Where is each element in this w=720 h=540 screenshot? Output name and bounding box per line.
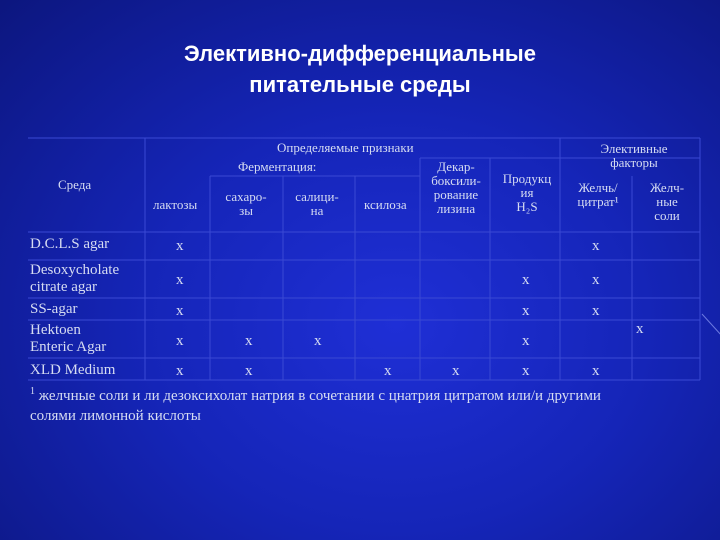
header-bile-salts: Желч- ные соли — [649, 180, 685, 223]
mark-sucrose: x — [245, 333, 253, 349]
mark-xylose: x — [384, 363, 392, 379]
header-fermentation: Ферментация: — [238, 159, 317, 174]
slide-title-line-2: питательные среды — [249, 72, 471, 97]
row-label-dcls-agar: D.C.L.S agar — [30, 236, 110, 252]
header-salicin: салици- на — [295, 189, 339, 218]
mark-h2s: x — [522, 272, 530, 288]
header-detected-traits: Определяемые признаки — [277, 140, 414, 155]
mark-bile-citrate: x — [592, 272, 600, 288]
header-lysine-decarboxylation: Декар- боксили- рование лизина — [431, 159, 481, 216]
mark-lactose: x — [176, 238, 184, 254]
decorative-line — [700, 312, 720, 338]
mark-lactose: x — [176, 333, 184, 349]
header-h2s-production: Продукц ия H₂S — [502, 171, 552, 214]
header-elective-factors: Элективные факторы — [600, 141, 668, 170]
header-sucrose: сахаро- зы — [225, 189, 267, 218]
row-label-hektoen-enteric-agar: Hektoen Enteric Agar — [30, 322, 107, 355]
mark-bile-citrate: x — [592, 238, 600, 254]
header-medium: Среда — [58, 177, 92, 192]
mark-salicin: x — [314, 333, 322, 349]
slide-title — [0, 38, 720, 100]
mark-lactose: x — [176, 303, 184, 319]
header-lactose: лактозы — [153, 197, 198, 212]
header-xylose: ксилоза — [364, 197, 407, 212]
row-label-ss-agar: SS-agar — [30, 301, 78, 317]
row-label-desoxycholate-citrate-agar: Desoxycholate citrate agar — [30, 262, 120, 295]
footnote — [30, 382, 700, 426]
slide-title-line-1: Элективно-дифференциальные — [184, 41, 536, 66]
mark-sucrose: x — [245, 363, 253, 379]
mark-bile-citrate: x — [592, 303, 600, 319]
mark-lactose: x — [176, 272, 184, 288]
mark-h2s: x — [522, 333, 530, 349]
mark-h2s: x — [522, 303, 530, 319]
footnote-line-1: $^1$ желчные соли и ли дезоксихолат натрия в сочетании с цнатрия цитратом или/и другими — [30, 386, 601, 404]
mark-bile-salts: x — [636, 321, 644, 337]
mark-h2s: x — [522, 363, 530, 379]
footnote-marker: 1 — [30, 386, 35, 397]
row-label-xld-medium: XLD Medium — [30, 362, 116, 378]
footnote-line-2: солями лимонной кислоты — [30, 408, 201, 424]
mark-lysine-decarboxylation: x — [452, 363, 460, 379]
mark-bile-citrate: x — [592, 363, 600, 379]
mark-lactose: x — [176, 363, 184, 379]
header-bile-citrate: Желчь/ цитрат¹ — [577, 180, 619, 209]
